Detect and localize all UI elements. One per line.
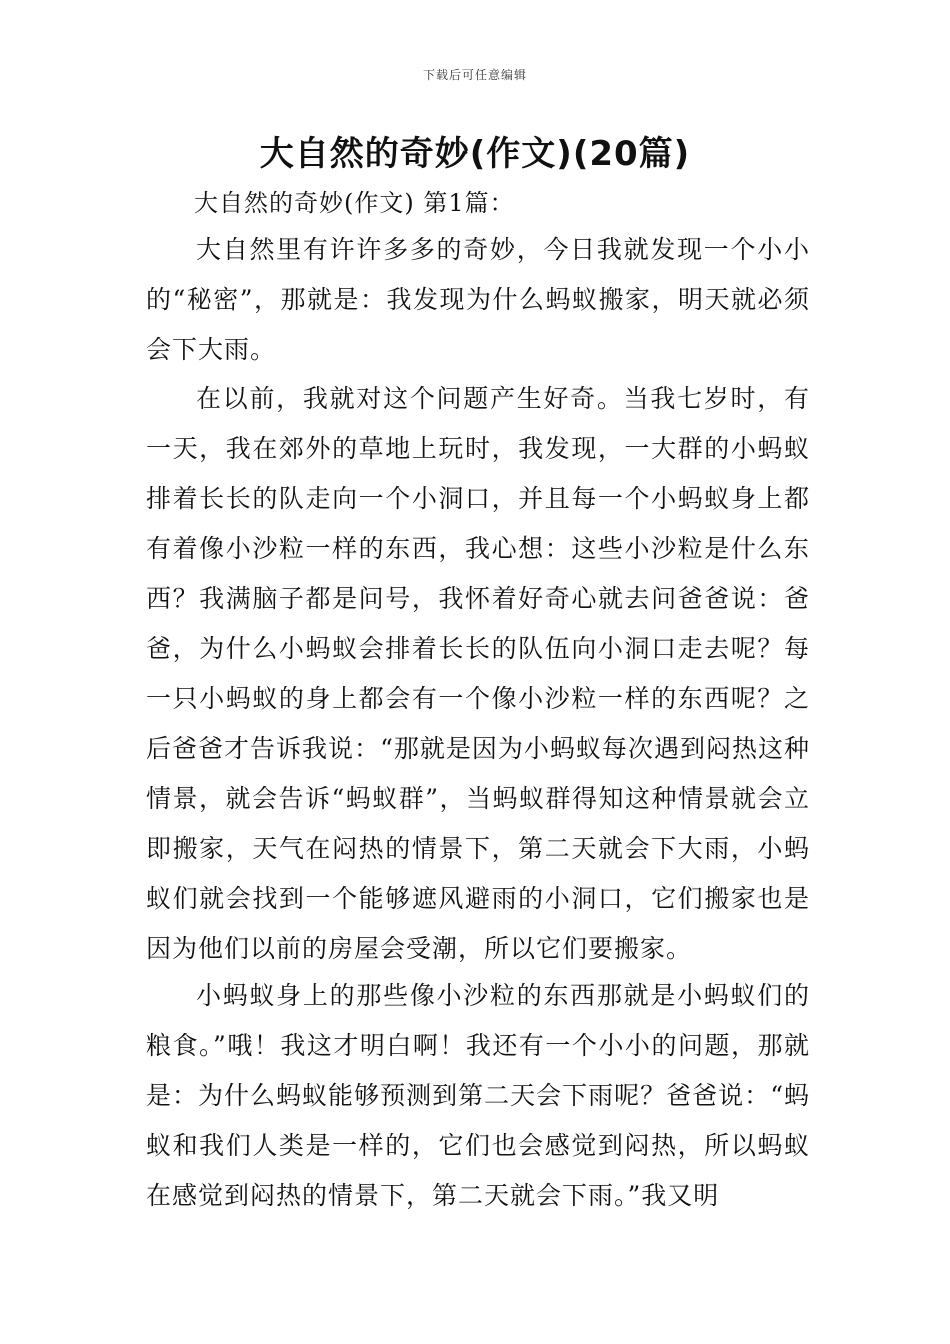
- paragraph-text: 大自然里有许许多多的奇妙，今日我就发现一个小小的“秘密”，那就是：我发现为什么蚂蚁搬家，明天就必须会下大雨。: [146, 235, 810, 364]
- body-paragraph-1: [146, 225, 810, 375]
- document-title: 大自然的奇妙(作文)(20篇): [259, 134, 691, 174]
- section-subtitle: 大自然的奇妙(作文) 第1篇：: [194, 189, 515, 217]
- paragraph-text: 在以前，我就对这个问题产生好奇。当我七岁时，有一天，我在郊外的草地上玩时，我发现，一大群的小蚂蚁排着长长的队走向一个小洞口，并且每一个小蚂蚁身上都有着像小沙粒一样的东西，我心想：这些小沙粒是什么东西？我满脑子都是问号，我怀着好奇心就去问爸爸说：爸爸，为什么小蚂蚁会排着长长的队伍向小洞口走去呢？每一只小蚂蚁的身上都会有一个像小沙粒一样的东西呢？之后爸爸才告诉我说：“那就是因为小蚂蚁每次遇到闷热这种情景，就会告诉“蚂蚁群”，当蚂蚁群得知这种情景就会立即搬家，天气在闷热的情景下，第二天就会下大雨，小蚂蚁们就会找到一个能够遮风避雨的小洞口，它们搬家也是因为他们以前的房屋会受潮，所以它们要搬家。: [146, 384, 810, 963]
- body-paragraph-3: [146, 971, 810, 1221]
- header-note: 下载后可任意编辑: [422, 68, 527, 82]
- body-paragraph-2: [146, 374, 810, 974]
- paragraph-text: 小蚂蚁身上的那些像小沙粒的东西那就是小蚂蚁们的粮食。”哦！我这才明白啊！我还有一个小小的问题，那就是：为什么蚂蚁能够预测到第二天会下雨呢？爸爸说：“蚂蚁和我们人类是一样的，它们也会感觉到闷热，所以蚂蚁在感觉到闷热的情景下，第二天就会下雨。”我又明: [146, 981, 810, 1210]
